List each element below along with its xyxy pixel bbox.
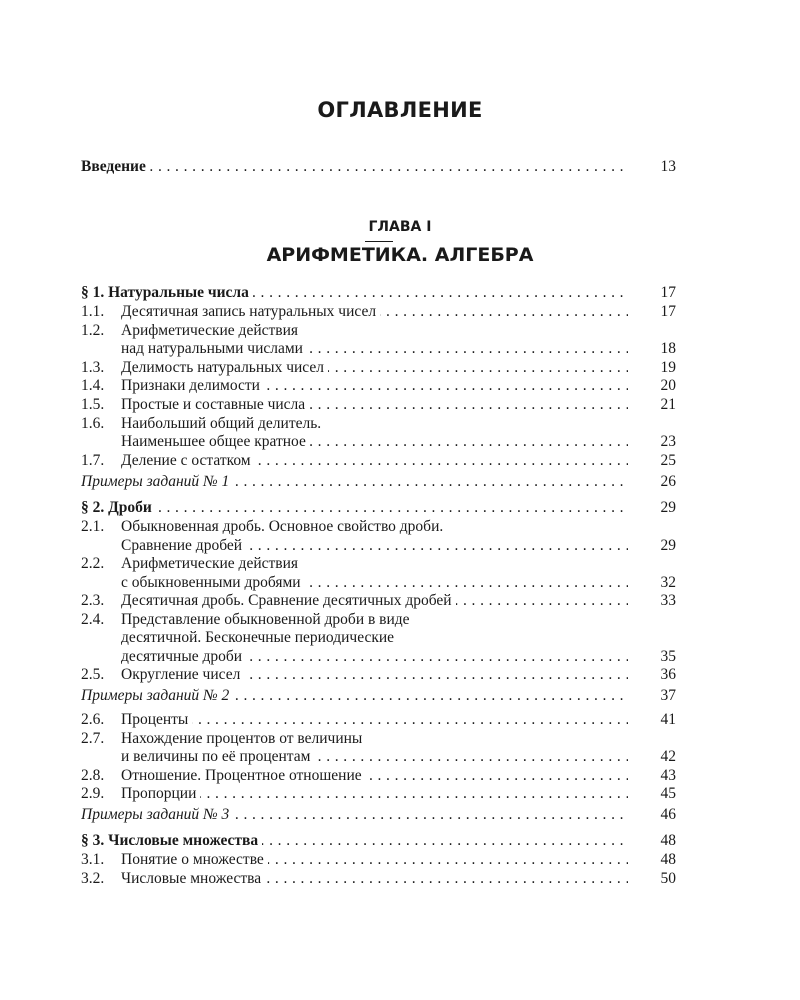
toc-entry[interactable] bbox=[81, 517, 676, 536]
toc-entry-num: 1.1. bbox=[81, 303, 105, 320]
toc-entry-label: и величины по её процентам bbox=[121, 748, 314, 765]
toc-section-3[interactable] bbox=[81, 831, 676, 850]
toc-entry[interactable] bbox=[81, 573, 676, 592]
toc-entry-num: 2.9. bbox=[81, 785, 105, 802]
toc-page-number: 35 bbox=[660, 648, 676, 665]
toc-entry[interactable] bbox=[81, 358, 676, 377]
toc-page-number: 50 bbox=[660, 870, 676, 887]
toc-page-number: 17 bbox=[660, 303, 676, 320]
toc-page-number: 23 bbox=[660, 433, 676, 450]
toc-entry-label: Нахождение процентов от величины bbox=[121, 730, 366, 747]
toc-entry-label: Десятичная запись натуральных чисел bbox=[121, 303, 380, 320]
toc-entry-label: Округление чисел bbox=[121, 666, 244, 683]
toc-examples-3[interactable] bbox=[81, 805, 676, 824]
toc-entry-num: 3.1. bbox=[81, 851, 105, 868]
toc-entry-num: 2.7. bbox=[81, 730, 105, 747]
toc-entry[interactable] bbox=[81, 850, 676, 869]
toc-entry-label: Наименьшее общее кратное bbox=[121, 433, 310, 450]
page-title: ОГЛАВЛЕНИЕ bbox=[317, 98, 483, 122]
toc-entry[interactable] bbox=[81, 628, 676, 647]
toc-entry-num: 1.5. bbox=[81, 396, 105, 413]
toc-entry-label: Арифметические действия bbox=[121, 555, 302, 572]
toc-page-number: 42 bbox=[660, 748, 676, 765]
toc-entry-label: Примеры заданий № 3 bbox=[81, 806, 233, 823]
toc-page-number: 19 bbox=[660, 359, 676, 376]
toc-entry-label: Арифметические действия bbox=[121, 322, 302, 339]
toc-page-number: 33 bbox=[660, 592, 676, 609]
toc-entry-label: Примеры заданий № 1 bbox=[81, 473, 233, 490]
toc-entry-label: Наибольший общий делитель. bbox=[121, 415, 325, 432]
toc-entry-label: над натуральными числами bbox=[121, 340, 307, 357]
toc-page-number: 21 bbox=[660, 396, 676, 413]
toc-page-number: 45 bbox=[660, 785, 676, 802]
toc-entry-label: Пропорции bbox=[121, 785, 200, 802]
toc-entry-num: § 3. bbox=[81, 832, 105, 849]
toc-page-number: 17 bbox=[660, 284, 676, 301]
toc-entry-label: Проценты bbox=[121, 711, 192, 728]
toc-entry-label: Понятие о множестве bbox=[121, 851, 268, 868]
toc-entry-num: 2.3. bbox=[81, 592, 105, 609]
toc-page-number: 26 bbox=[660, 473, 676, 490]
toc-entry[interactable] bbox=[81, 766, 676, 785]
toc-entry[interactable] bbox=[81, 729, 676, 748]
toc-page-number: 18 bbox=[660, 340, 676, 357]
toc-entry-num: 1.7. bbox=[81, 452, 105, 469]
toc-entry[interactable] bbox=[81, 414, 676, 433]
toc-entry[interactable] bbox=[81, 302, 676, 321]
toc-entry-num: 3.2. bbox=[81, 870, 105, 887]
toc-entry-num: 2.4. bbox=[81, 611, 105, 628]
toc-entry-num: 1.6. bbox=[81, 415, 105, 432]
toc-page-number: 13 bbox=[660, 158, 676, 175]
toc-page-number: 29 bbox=[660, 537, 676, 554]
toc-entry[interactable] bbox=[81, 647, 676, 666]
toc-entry-num: 2.8. bbox=[81, 767, 105, 784]
chapter-title: АРИФМЕТИКА. АЛГЕБРА bbox=[266, 244, 534, 266]
toc-entry[interactable] bbox=[81, 784, 676, 803]
toc-entry[interactable] bbox=[81, 747, 676, 766]
toc-entry-label: Введение bbox=[81, 158, 150, 175]
toc-entry-label: десятичной. Бесконечные периодические bbox=[121, 629, 398, 646]
toc-entry-label: Обыкновенная дробь. Основное свойство дроби. bbox=[121, 518, 447, 535]
toc-section-1[interactable] bbox=[81, 283, 676, 302]
toc-entry[interactable] bbox=[81, 710, 676, 729]
toc-page-number: 36 bbox=[660, 666, 676, 683]
toc-entry[interactable] bbox=[81, 395, 676, 414]
toc-entry-num: 2.2. bbox=[81, 555, 105, 572]
toc-entry-label: Деление с остатком bbox=[121, 452, 255, 469]
toc-entry-num: 2.5. bbox=[81, 666, 105, 683]
toc-entry[interactable] bbox=[81, 321, 676, 340]
toc-page-number: 41 bbox=[660, 711, 676, 728]
toc-entry-label: Натуральные числа bbox=[108, 284, 249, 301]
toc-entry-num: 1.3. bbox=[81, 359, 105, 376]
toc-entry[interactable] bbox=[81, 376, 676, 395]
toc-entry[interactable] bbox=[81, 432, 676, 451]
toc-entry[interactable] bbox=[81, 869, 676, 888]
toc-entry-label: Отношение. Процентное отношение bbox=[121, 767, 366, 784]
toc-entry[interactable] bbox=[81, 339, 676, 358]
toc-page-number: 37 bbox=[660, 687, 676, 704]
toc-entry-label: Признаки делимости bbox=[121, 377, 264, 394]
toc-entry-label: Дроби bbox=[108, 499, 152, 516]
toc-entry-label: Примеры заданий № 2 bbox=[81, 687, 233, 704]
toc-entry[interactable] bbox=[81, 536, 676, 555]
toc-entry-intro[interactable] bbox=[81, 157, 676, 176]
toc-page-number: 32 bbox=[660, 574, 676, 591]
toc-entry-num: 1.2. bbox=[81, 322, 105, 339]
toc-entry-label: Сравнение дробей bbox=[121, 537, 246, 554]
toc-entry-num: 2.6. bbox=[81, 711, 105, 728]
toc-entry-label: Десятичная дробь. Сравнение десятичных дробей bbox=[121, 592, 456, 609]
toc-page-number: 43 bbox=[660, 767, 676, 784]
toc-entry[interactable] bbox=[81, 610, 676, 629]
toc-page-number: 25 bbox=[660, 452, 676, 469]
toc-entry-label: с обыкновенными дробями bbox=[121, 574, 305, 591]
toc-entry-label: Числовые множества bbox=[121, 870, 265, 887]
toc-entry-num: 1.4. bbox=[81, 377, 105, 394]
toc-examples-2[interactable] bbox=[81, 686, 676, 705]
toc-page-number: 48 bbox=[660, 851, 676, 868]
toc-entry-label: Простые и составные числа bbox=[121, 396, 309, 413]
toc-entry[interactable] bbox=[81, 451, 676, 470]
toc-page-number: 48 bbox=[660, 832, 676, 849]
toc-examples-1[interactable] bbox=[81, 472, 676, 491]
toc-entry[interactable] bbox=[81, 554, 676, 573]
toc-page-number: 20 bbox=[660, 377, 676, 394]
toc-page-number: 46 bbox=[660, 806, 676, 823]
toc-entry[interactable] bbox=[81, 665, 676, 684]
toc-entry-num: 2.1. bbox=[81, 518, 105, 535]
toc-entry-num: § 2. bbox=[81, 499, 105, 516]
toc-section-2[interactable] bbox=[81, 498, 676, 517]
toc-entry-label: Делимость натуральных чисел bbox=[121, 359, 328, 376]
toc-entry[interactable] bbox=[81, 591, 676, 610]
toc-entry-num: § 1. bbox=[81, 284, 105, 301]
toc-entry-label: Числовые множества bbox=[108, 832, 259, 849]
toc-entry-label: Представление обыкновенной дроби в виде bbox=[121, 611, 414, 628]
toc-page-number: 29 bbox=[660, 499, 676, 516]
toc-entry-label: десятичные дроби bbox=[121, 648, 246, 665]
chapter-label: ГЛАВА I bbox=[368, 219, 432, 235]
chapter-divider bbox=[365, 241, 393, 242]
